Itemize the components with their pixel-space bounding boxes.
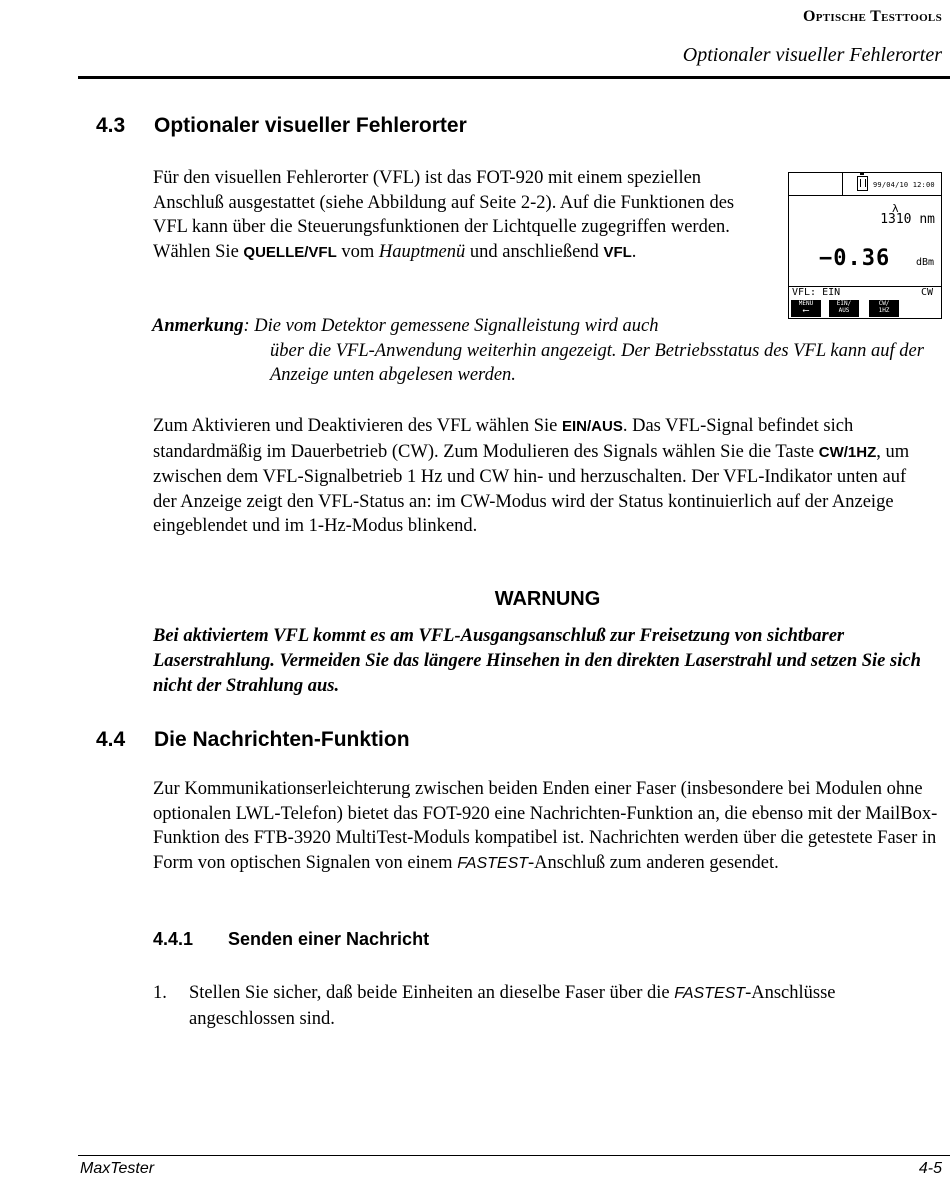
subsection-number: 4.4.1 [153, 929, 194, 949]
section-4-4-heading [96, 728, 410, 752]
status-divider [842, 173, 843, 195]
list-item [153, 981, 913, 1031]
note-continuation: über die VFL-Anwendung weiterhin angezeigt. Der Betriebsstatus des VFL kann auf der Anzeige unten abgelesen werden. [270, 340, 924, 385]
section-4-3-heading [96, 114, 467, 138]
main-menu-term: Hauptmenü [378, 241, 466, 262]
list-item-text: Stellen Sie sicher, daß beide Einheiten an dieselbe Faser über die FASTEST-Anschlüsse angeschlossen sind. [189, 983, 836, 1029]
back-arrow-icon: ⟵ [803, 306, 809, 316]
note-label: Anmerkung [152, 316, 244, 336]
fastest-term: FASTEST [674, 985, 746, 1002]
softkey-ein-aus: EIN/ AUS [829, 300, 859, 317]
header-rule [78, 76, 950, 79]
footer-rule [78, 1155, 950, 1156]
section-title: Die Nachrichten-Funktion [154, 728, 410, 751]
key-vfl: VFL [603, 243, 632, 261]
display-date: 99/04/10 12:00 [873, 181, 935, 189]
section-title: Optionaler visueller Fehlerorter [154, 114, 467, 137]
section-4-4-1-heading [153, 929, 429, 950]
note-block: Anmerkung: Die vom Detektor gemessene Signalleistung wird auch über die VFL-Anwendung weiterhin angezeigt. Der Betriebsstatus des VFL kann auf der Anzeige unten abgelesen werden. [152, 314, 932, 388]
key-ein-aus: EIN/AUS [561, 418, 623, 435]
subsection-title: Senden einer Nachricht [228, 929, 430, 949]
footer-page-number: 4-5 [918, 1160, 942, 1177]
section-running-title: Optionaler visueller Fehlerorter [682, 44, 942, 66]
display-wavelength: 1310 nm [880, 212, 935, 227]
warning-text: Bei aktiviertem VFL kommt es am VFL-Ausgangsanschluß zur Freisetzung von sichtbarer Laserstrahlung. Vermeiden Sie das längere Hinsehen in den direkten Laserstrahl und setzen Sie sich nicht der Strahlung aus. [153, 626, 921, 696]
section-number: 4.3 [96, 114, 126, 137]
display-power-reading: −0.36 [819, 246, 891, 271]
key-cw-1hz: CW/1HZ [818, 443, 877, 461]
section-number: 4.4 [96, 728, 126, 751]
vfl-intro-paragraph: Für den visuellen Fehlerorter (VFL) ist das FOT-920 mit einem speziellen Anschluß ausgestattet (siehe Abbildung auf Seite 2-2). Auf die Funktionen des VFL kann über die Steuerungsfunktionen der Lichtquelle zugegriffen werden. Wählen Sie QUELLE/VFL vom Hauptmenü und anschließend VFL. [153, 168, 735, 262]
warning-title: WARNUNG [494, 588, 601, 610]
display-vfl-mode: CW [920, 287, 933, 298]
vfl-display-illustration [788, 172, 942, 319]
fastest-term: FASTEST [457, 854, 529, 872]
softkey-cw-1hz: CW/ 1HZ [869, 300, 899, 317]
lambda-symbol: λ [892, 202, 899, 215]
footer-product-name: MaxTester [80, 1160, 155, 1177]
messages-paragraph: Zur Kommunikationserleichterung zwischen beiden Enden einer Faser (insbesondere bei Modulen ohne optionalen LWL-Telefon) bietet das FOT-920 eine Nachrichten-Funktion an, die ebenso mit der MailBox-Funktion des FTB-3920 MultiTest-Moduls kompatibel ist. Nachrichten werden über die getestete Faser in Form von optischen Signalen von einem FASTEST-Anschluß zum anderen gesendet. [153, 779, 938, 873]
key-quelle-vfl: QUELLE/VFL [243, 243, 337, 261]
battery-icon [857, 176, 868, 191]
list-item-number: 1. [153, 983, 167, 1003]
softkey-menu: MENU ⟵ [791, 300, 821, 317]
vfl-operation-paragraph: Zum Aktivieren und Deaktivieren des VFL wählen Sie EIN/AUS. Das VFL-Signal befindet sich standardmäßig im Dauerbetrieb (CW). Zum Modulieren des Signals wählen Sie die Taste CW/1HZ, um zwischen dem VFL-Signalbetrieb 1 Hz und CW hin- und herzuschalten. Der VFL-Indikator unten auf der Anzeige zeigt den VFL-Status an: im CW-Modus wird der Status kontinuierlich auf der Anzeige eingeblendet und im 1-Hz-Modus blinkend. [153, 416, 910, 536]
display-vfl-status: VFL: EIN [792, 287, 841, 298]
display-power-unit: dBm [915, 257, 934, 268]
chapter-title: Optische Testtools [802, 8, 942, 25]
